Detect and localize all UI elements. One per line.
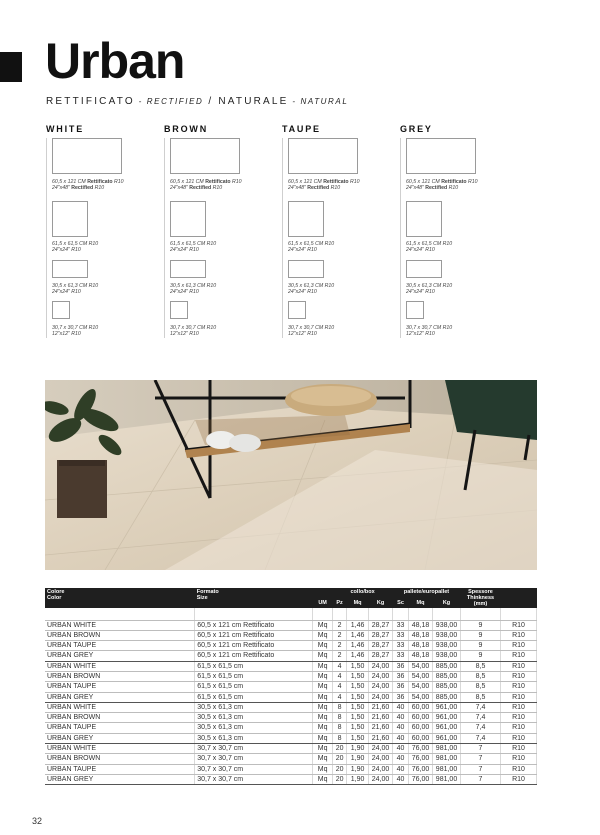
cell-mq2: 48,18 xyxy=(409,641,433,651)
cell-pz: 20 xyxy=(333,764,347,774)
cell-mq: 1,46 xyxy=(347,641,369,651)
cell-um: Mq xyxy=(313,774,333,784)
cell-r: R10 xyxy=(500,754,536,764)
tile-swatch xyxy=(170,201,206,237)
cell-pz: 8 xyxy=(333,723,347,733)
cell-mq2: 48,18 xyxy=(409,630,433,640)
cell-mq2: 60,00 xyxy=(409,713,433,723)
tile-swatch xyxy=(170,138,240,174)
cell-r: R10 xyxy=(500,682,536,692)
cell-size: 30,7 x 30,7 cm xyxy=(195,754,313,764)
cell-color: URBAN WHITE xyxy=(45,702,195,712)
col-head-mq: Mq xyxy=(347,598,369,608)
table-row xyxy=(45,661,537,671)
col-head-thickness: Spessore Thinkness (mm) xyxy=(461,588,501,608)
column-divider xyxy=(164,138,165,338)
cell-sc: 33 xyxy=(393,630,409,640)
table-row xyxy=(45,630,537,640)
cell-mq: 1,46 xyxy=(347,651,369,661)
cell-um: Mq xyxy=(313,764,333,774)
cell-mm: 9 xyxy=(461,630,501,640)
room-photo xyxy=(45,380,537,570)
cell-r: R10 xyxy=(500,671,536,681)
cell-um: Mq xyxy=(313,682,333,692)
cell-mm: 8,5 xyxy=(461,692,501,702)
cell-sc: 40 xyxy=(393,733,409,743)
tile-swatch xyxy=(406,138,476,174)
tile-size-label: 60,5 x 121 CM Rettificato R10 24"x48" Rectified R10 xyxy=(52,179,124,192)
cell-size: 30,7 x 30,7 cm xyxy=(195,764,313,774)
tile-swatch xyxy=(288,138,358,174)
table-spacer-row xyxy=(45,608,537,620)
cell-kg2: 885,00 xyxy=(433,682,461,692)
cell-size: 30,5 x 61,3 cm xyxy=(195,733,313,743)
color-column-title: TAUPE xyxy=(282,124,321,134)
cell-mq2: 76,00 xyxy=(409,744,433,754)
cell-mq: 1,50 xyxy=(347,733,369,743)
cell-mq: 1,50 xyxy=(347,692,369,702)
cell-color: URBAN TAUPE xyxy=(45,764,195,774)
tile-swatch xyxy=(170,301,188,319)
cell-mq: 1,90 xyxy=(347,774,369,784)
room-photo-image xyxy=(45,380,537,570)
tile-size-label: 30,5 x 61,3 CM R10 24"x24" R10 xyxy=(170,283,217,296)
cell-size: 30,7 x 30,7 cm xyxy=(195,744,313,754)
cell-pz: 2 xyxy=(333,641,347,651)
cell-pz: 20 xyxy=(333,754,347,764)
cell-color: URBAN TAUPE xyxy=(45,641,195,651)
table-row xyxy=(45,651,537,661)
cell-color: URBAN WHITE xyxy=(45,744,195,754)
cell-r: R10 xyxy=(500,651,536,661)
table-row xyxy=(45,723,537,733)
subtitle-separator: / xyxy=(208,96,214,107)
cell-mm: 8,5 xyxy=(461,682,501,692)
cell-pz: 2 xyxy=(333,651,347,661)
cell-color: URBAN GREY xyxy=(45,733,195,743)
cell-kg: 24,00 xyxy=(369,682,393,692)
cell-kg2: 981,00 xyxy=(433,774,461,784)
col-head-color: Colore Color xyxy=(45,588,195,608)
cell-mq: 1,50 xyxy=(347,671,369,681)
cell-um: Mq xyxy=(313,702,333,712)
table-row xyxy=(45,754,537,764)
cell-color: URBAN WHITE xyxy=(45,661,195,671)
tile-swatch xyxy=(170,260,206,278)
cell-size: 60,5 x 121 cm Rettificato xyxy=(195,641,313,651)
col-head-um-top xyxy=(313,588,333,598)
tile-size-label: 30,7 x 30,7 CM R10 12"x12" R10 xyxy=(52,325,99,338)
col-head-size: Formato Size xyxy=(195,588,313,608)
tile-size-label: 30,5 x 61,3 CM R10 24"x24" R10 xyxy=(52,283,99,296)
cell-sc: 33 xyxy=(393,641,409,651)
cell-mq: 1,90 xyxy=(347,754,369,764)
cell-kg2: 938,00 xyxy=(433,641,461,651)
color-column-brown xyxy=(164,124,276,338)
color-column-title: WHITE xyxy=(46,124,84,134)
cell-r: R10 xyxy=(500,713,536,723)
cell-kg2: 885,00 xyxy=(433,661,461,671)
tile-swatch xyxy=(406,201,442,237)
cell-um: Mq xyxy=(313,713,333,723)
cell-mq: 1,46 xyxy=(347,620,369,630)
tile-swatch xyxy=(406,260,442,278)
cell-mq: 1,50 xyxy=(347,723,369,733)
column-divider xyxy=(46,138,47,338)
table-row xyxy=(45,774,537,784)
cell-kg: 21,60 xyxy=(369,723,393,733)
cell-sc: 40 xyxy=(393,702,409,712)
cell-pz: 8 xyxy=(333,702,347,712)
tile-size-label: 30,5 x 61,3 CM R10 24"x24" R10 xyxy=(406,283,453,296)
cell-kg: 24,00 xyxy=(369,692,393,702)
cell-pz: 4 xyxy=(333,692,347,702)
table-row xyxy=(45,682,537,692)
tile-swatch xyxy=(52,260,88,278)
cell-pz: 20 xyxy=(333,744,347,754)
tile-swatch xyxy=(52,301,70,319)
table-row xyxy=(45,641,537,651)
table-row xyxy=(45,702,537,712)
title-marker xyxy=(0,52,22,82)
tile-swatch xyxy=(52,201,88,237)
cell-sc: 40 xyxy=(393,764,409,774)
cell-mq: 1,90 xyxy=(347,744,369,754)
cell-pz: 4 xyxy=(333,671,347,681)
cell-um: Mq xyxy=(313,641,333,651)
cell-kg2: 885,00 xyxy=(433,671,461,681)
cell-mm: 7 xyxy=(461,774,501,784)
cell-kg2: 981,00 xyxy=(433,754,461,764)
cell-mq2: 60,00 xyxy=(409,733,433,743)
cell-mq: 1,46 xyxy=(347,630,369,640)
column-divider xyxy=(400,138,401,338)
col-head-um: UM xyxy=(313,598,333,608)
cell-kg2: 885,00 xyxy=(433,692,461,702)
cell-mq: 1,50 xyxy=(347,702,369,712)
cell-size: 30,5 x 61,3 cm xyxy=(195,723,313,733)
cell-kg2: 981,00 xyxy=(433,744,461,754)
tile-size-label: 30,7 x 30,7 CM R10 12"x12" R10 xyxy=(406,325,453,338)
cell-sc: 33 xyxy=(393,651,409,661)
cell-kg: 28,27 xyxy=(369,630,393,640)
cell-size: 30,5 x 61,3 cm xyxy=(195,702,313,712)
subtitle-natural-en: NATURAL xyxy=(300,97,349,106)
cell-kg2: 961,00 xyxy=(433,713,461,723)
cell-mq2: 60,00 xyxy=(409,702,433,712)
color-column-title: BROWN xyxy=(164,124,208,134)
col-head-kg: Kg xyxy=(369,598,393,608)
cell-kg2: 938,00 xyxy=(433,620,461,630)
cell-um: Mq xyxy=(313,630,333,640)
cell-kg: 28,27 xyxy=(369,651,393,661)
cell-kg2: 938,00 xyxy=(433,630,461,640)
cell-mm: 8,5 xyxy=(461,661,501,671)
cell-size: 61,5 x 61,5 cm xyxy=(195,692,313,702)
cell-kg: 24,00 xyxy=(369,764,393,774)
cell-kg: 24,00 xyxy=(369,774,393,784)
cell-color: URBAN TAUPE xyxy=(45,682,195,692)
cell-mm: 7 xyxy=(461,744,501,754)
cell-r: R10 xyxy=(500,723,536,733)
cell-sc: 36 xyxy=(393,661,409,671)
cell-r: R10 xyxy=(500,641,536,651)
table-row xyxy=(45,764,537,774)
tile-size-label: 61,5 x 61,5 CM R10 24"x24" R10 xyxy=(406,241,453,254)
tile-swatch xyxy=(288,260,324,278)
col-head-pallet: pallete/europallet xyxy=(393,588,461,598)
cell-kg: 21,60 xyxy=(369,733,393,743)
cell-mm: 7,4 xyxy=(461,723,501,733)
tile-swatch xyxy=(288,201,324,237)
subtitle: RETTIFICATO - RECTIFIED / NATURALE - NATURAL xyxy=(46,96,349,107)
cell-kg: 21,60 xyxy=(369,702,393,712)
cell-size: 30,5 x 61,3 cm xyxy=(195,713,313,723)
table-row xyxy=(45,733,537,743)
tile-size-label: 61,5 x 61,5 CM R10 24"x24" R10 xyxy=(288,241,335,254)
cell-r: R10 xyxy=(500,744,536,754)
cell-kg: 21,60 xyxy=(369,713,393,723)
table-row xyxy=(45,620,537,630)
cell-color: URBAN GREY xyxy=(45,692,195,702)
cell-mm: 7,4 xyxy=(461,713,501,723)
cell-kg: 24,00 xyxy=(369,661,393,671)
cell-color: URBAN TAUPE xyxy=(45,723,195,733)
color-swatch-grid xyxy=(46,124,546,346)
cell-pz: 4 xyxy=(333,682,347,692)
cell-sc: 40 xyxy=(393,723,409,733)
color-column-title: GREY xyxy=(400,124,433,134)
cell-um: Mq xyxy=(313,671,333,681)
subtitle-natural-it: NATURALE xyxy=(218,96,289,107)
cell-r: R10 xyxy=(500,630,536,640)
cell-kg2: 961,00 xyxy=(433,733,461,743)
cell-pz: 4 xyxy=(333,661,347,671)
cell-r: R10 xyxy=(500,764,536,774)
cell-kg2: 981,00 xyxy=(433,764,461,774)
color-column-grey xyxy=(400,124,512,338)
cell-um: Mq xyxy=(313,651,333,661)
cell-mq2: 76,00 xyxy=(409,764,433,774)
tile-size-label: 60,5 x 121 CM Rettificato R10 24"x48" Rectified R10 xyxy=(406,179,478,192)
spec-table xyxy=(45,588,537,785)
tile-size-label: 30,7 x 30,7 CM R10 12"x12" R10 xyxy=(288,325,335,338)
cell-size: 61,5 x 61,5 cm xyxy=(195,661,313,671)
cell-pz: 8 xyxy=(333,713,347,723)
tile-size-label: 61,5 x 61,5 CM R10 24"x24" R10 xyxy=(52,241,99,254)
page-title: Urban xyxy=(45,33,185,89)
cell-mq: 1,50 xyxy=(347,682,369,692)
cell-mm: 7 xyxy=(461,754,501,764)
cell-r: R10 xyxy=(500,733,536,743)
subtitle-rectified-it: RETTIFICATO xyxy=(46,96,135,107)
table-row xyxy=(45,744,537,754)
cell-r: R10 xyxy=(500,620,536,630)
cell-mm: 7,4 xyxy=(461,702,501,712)
cell-pz: 2 xyxy=(333,630,347,640)
subtitle-rectified-en: RECTIFIED xyxy=(146,97,204,106)
cell-mm: 8,5 xyxy=(461,671,501,681)
cell-mq: 1,50 xyxy=(347,713,369,723)
cell-size: 30,7 x 30,7 cm xyxy=(195,774,313,784)
cell-kg2: 961,00 xyxy=(433,702,461,712)
cell-color: URBAN BROWN xyxy=(45,713,195,723)
tile-size-label: 60,5 x 121 CM Rettificato R10 24"x48" Rectified R10 xyxy=(288,179,360,192)
cell-um: Mq xyxy=(313,661,333,671)
cell-kg2: 961,00 xyxy=(433,723,461,733)
cell-r: R10 xyxy=(500,692,536,702)
col-head-kg2: Kg xyxy=(433,598,461,608)
cell-mq2: 48,18 xyxy=(409,620,433,630)
cell-sc: 36 xyxy=(393,671,409,681)
cell-mq: 1,50 xyxy=(347,661,369,671)
table-row xyxy=(45,671,537,681)
cell-mm: 9 xyxy=(461,641,501,651)
cell-mm: 9 xyxy=(461,651,501,661)
cell-um: Mq xyxy=(313,620,333,630)
cell-sc: 40 xyxy=(393,713,409,723)
cell-mm: 9 xyxy=(461,620,501,630)
cell-kg: 28,27 xyxy=(369,641,393,651)
cell-color: URBAN BROWN xyxy=(45,671,195,681)
cell-um: Mq xyxy=(313,733,333,743)
tile-size-label: 30,5 x 61,3 CM R10 24"x24" R10 xyxy=(288,283,335,296)
cell-mq2: 54,00 xyxy=(409,661,433,671)
cell-sc: 40 xyxy=(393,754,409,764)
cell-mq2: 48,18 xyxy=(409,651,433,661)
tile-size-label: 61,5 x 61,5 CM R10 24"x24" R10 xyxy=(170,241,217,254)
cell-mq2: 54,00 xyxy=(409,682,433,692)
cell-sc: 33 xyxy=(393,620,409,630)
cell-mq2: 76,00 xyxy=(409,774,433,784)
cell-sc: 36 xyxy=(393,682,409,692)
page-number: 32 xyxy=(32,816,43,826)
cell-kg: 24,00 xyxy=(369,754,393,764)
col-head-mq2: Mq xyxy=(409,598,433,608)
cell-size: 61,5 x 61,5 cm xyxy=(195,682,313,692)
cell-mm: 7 xyxy=(461,764,501,774)
cell-mm: 7,4 xyxy=(461,733,501,743)
cell-um: Mq xyxy=(313,754,333,764)
cell-r: R10 xyxy=(500,774,536,784)
cell-pz: 20 xyxy=(333,774,347,784)
tile-size-label: 60,5 x 121 CM Rettificato R10 24"x48" Rectified R10 xyxy=(170,179,242,192)
cell-mq2: 60,00 xyxy=(409,723,433,733)
col-head-sc: Sc xyxy=(393,598,409,608)
cell-size: 60,5 x 121 cm Rettificato xyxy=(195,620,313,630)
cell-mq: 1,90 xyxy=(347,764,369,774)
cell-kg: 24,00 xyxy=(369,744,393,754)
col-head-slip xyxy=(500,588,536,608)
col-head-pz: Pz xyxy=(333,598,347,608)
tile-size-label: 30,7 x 30,7 CM R10 12"x12" R10 xyxy=(170,325,217,338)
color-column-taupe xyxy=(282,124,394,338)
cell-pz: 8 xyxy=(333,733,347,743)
col-head-box: collo/box xyxy=(333,588,393,598)
cell-kg: 24,00 xyxy=(369,671,393,681)
cell-kg: 28,27 xyxy=(369,620,393,630)
cell-mq2: 54,00 xyxy=(409,692,433,702)
cell-kg2: 938,00 xyxy=(433,651,461,661)
cell-color: URBAN BROWN xyxy=(45,630,195,640)
column-divider xyxy=(282,138,283,338)
tile-swatch xyxy=(406,301,424,319)
cell-color: URBAN GREY xyxy=(45,651,195,661)
cell-um: Mq xyxy=(313,744,333,754)
cell-sc: 40 xyxy=(393,774,409,784)
cell-mq2: 54,00 xyxy=(409,671,433,681)
cell-mq2: 76,00 xyxy=(409,754,433,764)
cell-um: Mq xyxy=(313,723,333,733)
cell-color: URBAN WHITE xyxy=(45,620,195,630)
color-column-white xyxy=(46,124,158,338)
cell-size: 60,5 x 121 cm Rettificato xyxy=(195,651,313,661)
table-row xyxy=(45,692,537,702)
tile-swatch xyxy=(288,301,306,319)
cell-color: URBAN GREY xyxy=(45,774,195,784)
tile-swatch xyxy=(52,138,122,174)
cell-r: R10 xyxy=(500,702,536,712)
cell-pz: 2 xyxy=(333,620,347,630)
cell-um: Mq xyxy=(313,692,333,702)
cell-sc: 40 xyxy=(393,744,409,754)
cell-color: URBAN BROWN xyxy=(45,754,195,764)
table-row xyxy=(45,713,537,723)
cell-size: 60,5 x 121 cm Rettificato xyxy=(195,630,313,640)
cell-sc: 36 xyxy=(393,692,409,702)
cell-size: 61,5 x 61,5 cm xyxy=(195,671,313,681)
cell-r: R10 xyxy=(500,661,536,671)
